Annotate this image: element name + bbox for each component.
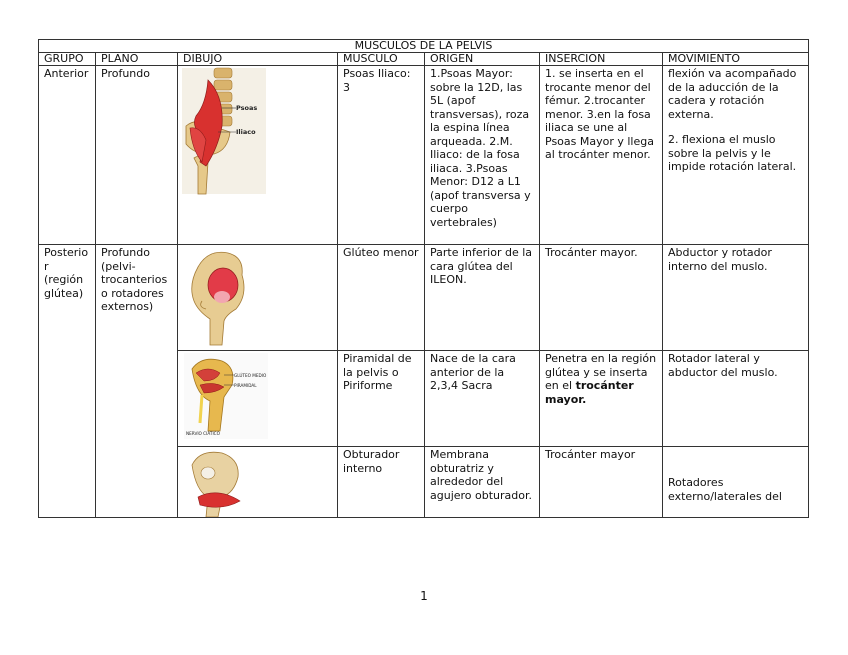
header-grupo: GRUPO: [39, 53, 96, 66]
cell-musculo: Piramidal de la pelvis o Piriforme: [338, 351, 425, 447]
table-title: MUSCULOS DE LA PELVIS: [39, 40, 809, 53]
cell-plano: Profundo (pelvi-trocanterios o rotadores externos): [96, 245, 178, 518]
gluteo-medio-label: GLÚTEO MEDIO: [234, 373, 267, 378]
header-insercion: INSERCION: [540, 53, 663, 66]
cell-grupo: Anterior: [39, 66, 96, 245]
cell-grupo: Posterior (región glútea): [39, 245, 96, 518]
cell-movimiento: [663, 66, 809, 245]
psoas-iliaco-illustration: [178, 66, 338, 206]
cell-movimiento: Abductor y rotador interno del muslo.: [663, 245, 809, 351]
cell-origen: Nace de la cara anterior de la 2,3,4 Sacra: [425, 351, 540, 447]
cell-dibujo: [178, 447, 338, 518]
insercion-bold-text: trocánter mayor.: [545, 379, 634, 406]
header-movimiento: MOVIMIENTO: [663, 53, 809, 66]
header-plano: PLANO: [96, 53, 178, 66]
piramidal-illustration: [178, 351, 338, 445]
movimiento-part-1: flexión va acompañado de la aducción de la cadera y rotación externa.: [668, 67, 797, 121]
cell-insercion: Trocánter mayor.: [540, 245, 663, 351]
nervio-ciatico-label: NERVIO CIÁTICO: [186, 431, 220, 436]
header-origen: ORIGEN: [425, 53, 540, 66]
cell-insercion: [540, 351, 663, 447]
iliaco-label: Iliaco: [236, 128, 256, 136]
cell-musculo: Glúteo menor: [338, 245, 425, 351]
gluteo-menor-illustration: [178, 245, 338, 349]
header-musculo: MUSCULO: [338, 53, 425, 66]
header-dibujo: DIBUJO: [178, 53, 338, 66]
cell-movimiento: [663, 447, 809, 518]
cell-musculo: Psoas Iliaco: 3: [338, 66, 425, 245]
cell-origen: Parte inferior de la cara glútea del ILEON.: [425, 245, 540, 351]
cell-movimiento: Rotador lateral y abductor del muslo.: [663, 351, 809, 447]
header-row: [39, 53, 809, 66]
movimiento-text: Rotadores externo/laterales del: [668, 476, 782, 503]
cell-dibujo: [178, 245, 338, 351]
muscles-table: [38, 39, 809, 518]
table-row: [39, 66, 809, 245]
cell-origen: Membrana obturatriz y alrededor del agujero obturador.: [425, 447, 540, 518]
cell-dibujo: [178, 66, 338, 245]
piramidal-label: PIRAMIDAL: [234, 383, 257, 388]
page-number: 1: [420, 589, 428, 603]
psoas-label: Psoas: [236, 104, 258, 112]
obturador-interno-illustration: [178, 447, 338, 517]
cell-insercion: Trocánter mayor: [540, 447, 663, 518]
movimiento-part-2: 2. flexiona el muslo sobre la pelvis y le impide rotación lateral.: [668, 133, 797, 173]
cell-origen: 1.Psoas Mayor: sobre la 12D, las 5L (apof transversas), roza la espina línea arqueada. 2.M. Iliaco: de la fosa iliaca. 3.Psoas Menor: D12 a L1 (apof transversa y cuerpo vertebrales): [425, 66, 540, 245]
cell-insercion: 1. se inserta en el trocante menor del fémur. 2.trocanter menor. 3.en la fosa iliaca se une al Psoas Mayor y llega al trocánter menor.: [540, 66, 663, 245]
cell-musculo: Obturador interno: [338, 447, 425, 518]
cell-dibujo: [178, 351, 338, 447]
table-row: [39, 245, 809, 351]
cell-plano: Profundo: [96, 66, 178, 245]
insercion-text: Penetra en la región glútea y se inserta en el: [545, 352, 657, 392]
